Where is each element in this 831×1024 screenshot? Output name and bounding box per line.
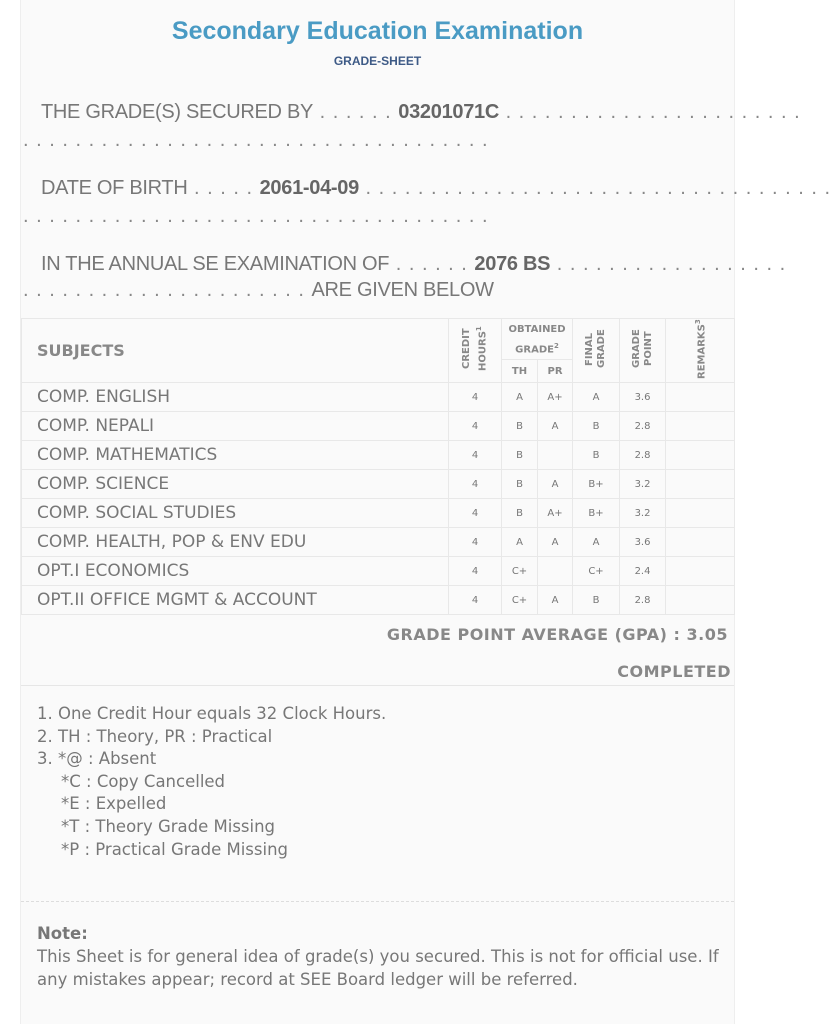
subject-cell: COMP. SOCIAL STUDIES xyxy=(22,499,449,528)
divider xyxy=(21,685,734,686)
remarks-cell xyxy=(666,383,735,412)
exam-year: 2076 BS xyxy=(474,253,551,275)
footnote: *C : Copy Cancelled xyxy=(61,771,226,791)
th-grade-cell: B xyxy=(502,499,538,528)
subject-cell: OPT.II OFFICE MGMT & ACCOUNT xyxy=(22,586,449,615)
grades-table xyxy=(21,318,735,615)
given-below-line: . . . . . . . . . . . . . . . . . . . . . . ARE GIVEN BELOW xyxy=(23,279,494,301)
table-row xyxy=(22,383,735,412)
exam-line: IN THE ANNUAL SE EXAMINATION OF . . . . . . 2076 BS . . . . . . . . . . . . . . . . . . xyxy=(41,253,787,275)
final-grade-cell: B+ xyxy=(573,499,620,528)
status-badge: COMPLETED xyxy=(617,662,731,681)
pr-grade-cell: A xyxy=(538,470,573,499)
page-title: Secondary Education Examination xyxy=(171,17,584,45)
th-grade-cell: B xyxy=(502,412,538,441)
dots-filler: . . . . . . . . . . . . . . . . . . . . . . . . . . . . . . . . . . . . xyxy=(23,129,489,151)
credit-cell: 4 xyxy=(449,528,502,557)
note-text: This Sheet is for general idea of grade(s) you secured. This is not for official use. If any mistakes appear; record at SEE Board ledger will be referred. xyxy=(37,947,719,989)
grade-point-cell: 2.8 xyxy=(620,412,666,441)
footnote: 1. One Credit Hour equals 32 Clock Hours. xyxy=(37,704,387,723)
table-row xyxy=(22,557,735,586)
given-below-label: ARE GIVEN BELOW xyxy=(311,279,494,301)
final-grade-cell: B xyxy=(573,412,620,441)
subject-cell: COMP. HEALTH, POP & ENV EDU xyxy=(22,528,449,557)
pr-grade-cell: A xyxy=(538,586,573,615)
credit-cell: 4 xyxy=(449,499,502,528)
th-grade-cell: B xyxy=(502,470,538,499)
th-grade-cell: C+ xyxy=(502,586,538,615)
remarks-cell xyxy=(666,528,735,557)
secured-by-line: THE GRADE(S) SECURED BY . . . . . . 03201071C . . . . . . . . . . . . . . . . . . . . . . . xyxy=(41,101,801,123)
footnote: 3. *@ : Absent xyxy=(37,749,157,769)
credit-cell: 4 xyxy=(449,586,502,615)
th-grade-cell: C+ xyxy=(502,557,538,586)
footnote: *P : Practical Grade Missing xyxy=(61,839,289,859)
remarks-cell xyxy=(666,441,735,470)
subject-cell: COMP. ENGLISH xyxy=(22,383,449,412)
header-remarks: REMARKS$^3$ xyxy=(666,319,735,383)
remarks-cell xyxy=(666,470,735,499)
subject-cell: COMP. SCIENCE xyxy=(22,470,449,499)
header-grade-point: GRADE POINT xyxy=(620,319,666,383)
divider xyxy=(21,901,734,902)
exam-label: IN THE ANNUAL SE EXAMINATION OF xyxy=(41,253,390,275)
grade-point-cell: 2.8 xyxy=(620,586,666,615)
final-grade-cell: B+ xyxy=(573,470,620,499)
footnotes xyxy=(37,703,386,861)
dots-filler: . . . . . . . . . . . . . . . . . . . . . . . . . . . . . . . . . . . . xyxy=(23,205,489,227)
table-row xyxy=(22,528,735,557)
footnote: *E : Expelled xyxy=(61,794,167,814)
symbol-number: 03201071C xyxy=(398,101,500,123)
pr-grade-cell: A xyxy=(538,412,573,441)
header-credit-hours: CREDIT HOURS$^1$ xyxy=(449,319,502,383)
th-grade-cell: A xyxy=(502,383,538,412)
table-row xyxy=(22,441,735,470)
header-pr: PR xyxy=(538,360,573,383)
dob-value: 2061-04-09 xyxy=(259,177,359,199)
grade-sheet xyxy=(20,0,831,1024)
remarks-cell xyxy=(666,412,735,441)
pr-grade-cell: A+ xyxy=(538,499,573,528)
page-subtitle: GRADE-SHEET xyxy=(333,54,422,68)
table-row xyxy=(22,470,735,499)
final-grade-cell: B xyxy=(573,586,620,615)
final-grade-cell: C+ xyxy=(573,557,620,586)
final-grade-cell: B xyxy=(573,441,620,470)
remarks-cell xyxy=(666,586,735,615)
grade-point-cell: 2.4 xyxy=(620,557,666,586)
remarks-cell xyxy=(666,499,735,528)
final-grade-cell: A xyxy=(573,528,620,557)
table-row xyxy=(22,499,735,528)
dob-line: DATE OF BIRTH . . . . . 2061-04-09 . . . . . . . . . . . . . . . . . . . . . . . . . . . . . . . . . . . . xyxy=(41,177,831,199)
footnote: *T : Theory Grade Missing xyxy=(61,816,276,836)
grade-point-cell: 3.2 xyxy=(620,470,666,499)
grade-point-cell: 3.6 xyxy=(620,528,666,557)
table-row xyxy=(22,412,735,441)
credit-cell: 4 xyxy=(449,383,502,412)
grade-point-cell: 2.8 xyxy=(620,441,666,470)
table-row xyxy=(22,586,735,615)
subject-cell: COMP. NEPALI xyxy=(22,412,449,441)
th-grade-cell: A xyxy=(502,528,538,557)
header-th: TH xyxy=(502,360,538,383)
dob-label: DATE OF BIRTH xyxy=(41,177,188,199)
th-grade-cell: B xyxy=(502,441,538,470)
gpa-value: GRADE POINT AVERAGE (GPA) : 3.05 xyxy=(386,625,728,644)
credit-cell: 4 xyxy=(449,557,502,586)
final-grade-cell: A xyxy=(573,383,620,412)
header-obtained-grade: OBTAINED GRADE$^2$ xyxy=(502,319,573,360)
footnote: 2. TH : Theory, PR : Practical xyxy=(37,726,273,746)
note-label: Note: xyxy=(37,924,88,943)
header-subjects: SUBJECTS xyxy=(22,319,449,383)
secured-by-label: THE GRADE(S) SECURED BY xyxy=(41,101,314,123)
grade-point-cell: 3.6 xyxy=(620,383,666,412)
subject-cell: OPT.I ECONOMICS xyxy=(22,557,449,586)
disclaimer-note xyxy=(37,922,727,991)
credit-cell: 4 xyxy=(449,441,502,470)
grade-point-cell: 3.2 xyxy=(620,499,666,528)
remarks-cell xyxy=(666,557,735,586)
pr-grade-cell: A+ xyxy=(538,383,573,412)
header-final-grade: FINAL GRADE xyxy=(573,319,620,383)
subject-cell: COMP. MATHEMATICS xyxy=(22,441,449,470)
pr-grade-cell xyxy=(538,557,573,586)
pr-grade-cell xyxy=(538,441,573,470)
credit-cell: 4 xyxy=(449,470,502,499)
credit-cell: 4 xyxy=(449,412,502,441)
pr-grade-cell: A xyxy=(538,528,573,557)
